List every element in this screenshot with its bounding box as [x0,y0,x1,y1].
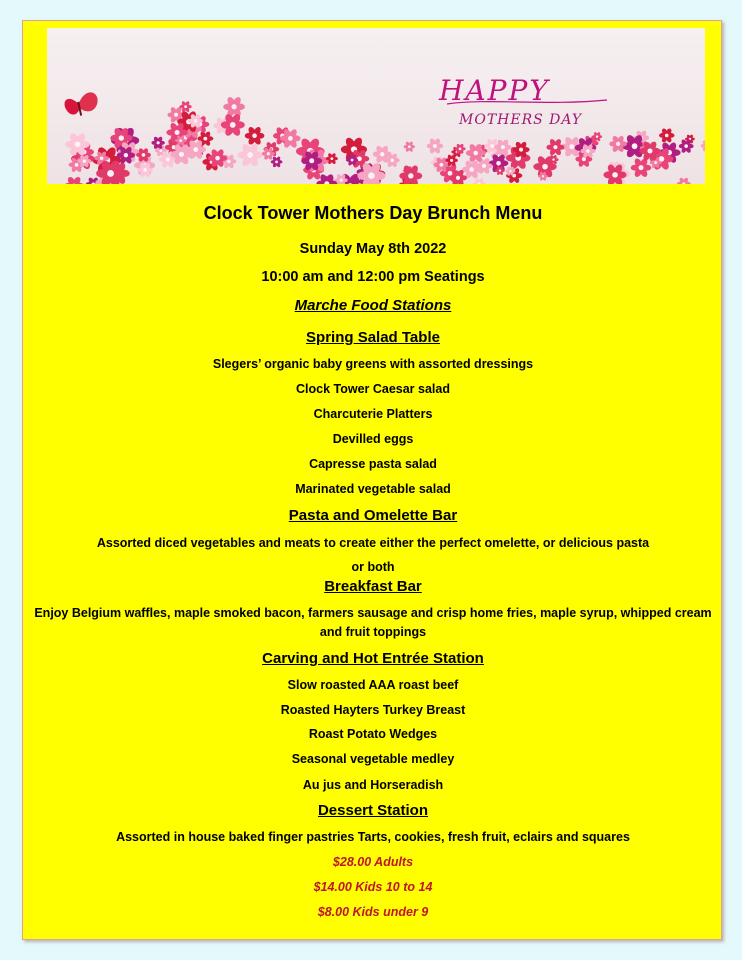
carving-heading: Carving and Hot Entrée Station [262,650,484,667]
carving-item: Slow roasted AAA roast beef [287,678,459,692]
price-kids-under-9: $8.00 Kids under 9 [317,905,429,919]
carving-item: Roast Potato Wedges [308,727,438,741]
pasta-description: Assorted diced vegetables and meats to create either the perfect omelette, or delicious pasta [96,536,650,550]
menu-page [22,20,722,940]
menu-content [23,21,723,941]
pasta-heading: Pasta and Omelette Bar [288,507,458,524]
salad-item: Marinated vegetable salad [295,482,451,496]
salad-heading: Spring Salad Table [306,329,440,346]
mothers-day-text: MOTHERS DAY [459,112,583,128]
price-adults: $28.00 Adults [332,855,414,869]
breakfast-description: Enjoy Belgium waffles, maple smoked bacon, farmers sausage and crisp home fries, maple syrup, whipped cream [34,606,712,620]
carving-item: Roasted Hayters Turkey Breast [280,703,466,717]
dessert-description: Assorted in house baked finger pastries Tarts, cookies, fresh fruit, eclairs and squares [116,830,630,844]
carving-item: Au jus and Horseradish [302,778,444,792]
stations-heading: Marche Food Stations [294,297,452,314]
dessert-heading: Dessert Station [317,802,429,819]
breakfast-heading: Breakfast Bar [324,578,422,595]
salad-item: Capresse pasta salad [309,457,437,471]
breakfast-description-cont: and fruit toppings [319,625,427,639]
price-kids-10-14: $14.00 Kids 10 to 14 [313,880,433,894]
salad-item: Slegers’ organic baby greens with assorted dressings [212,357,534,371]
salad-item: Charcuterie Platters [313,407,433,421]
carving-item: Seasonal vegetable medley [291,752,455,766]
menu-date: Sunday May 8th 2022 [299,241,447,257]
menu-seatings: 10:00 am and 12:00 pm Seatings [261,269,485,285]
pasta-description-cont: or both [351,560,395,574]
salad-item: Devilled eggs [332,432,414,446]
salad-item: Clock Tower Caesar salad [295,382,450,396]
happy-text: HAPPY [439,74,550,107]
menu-title: Clock Tower Mothers Day Brunch Menu [203,203,543,223]
